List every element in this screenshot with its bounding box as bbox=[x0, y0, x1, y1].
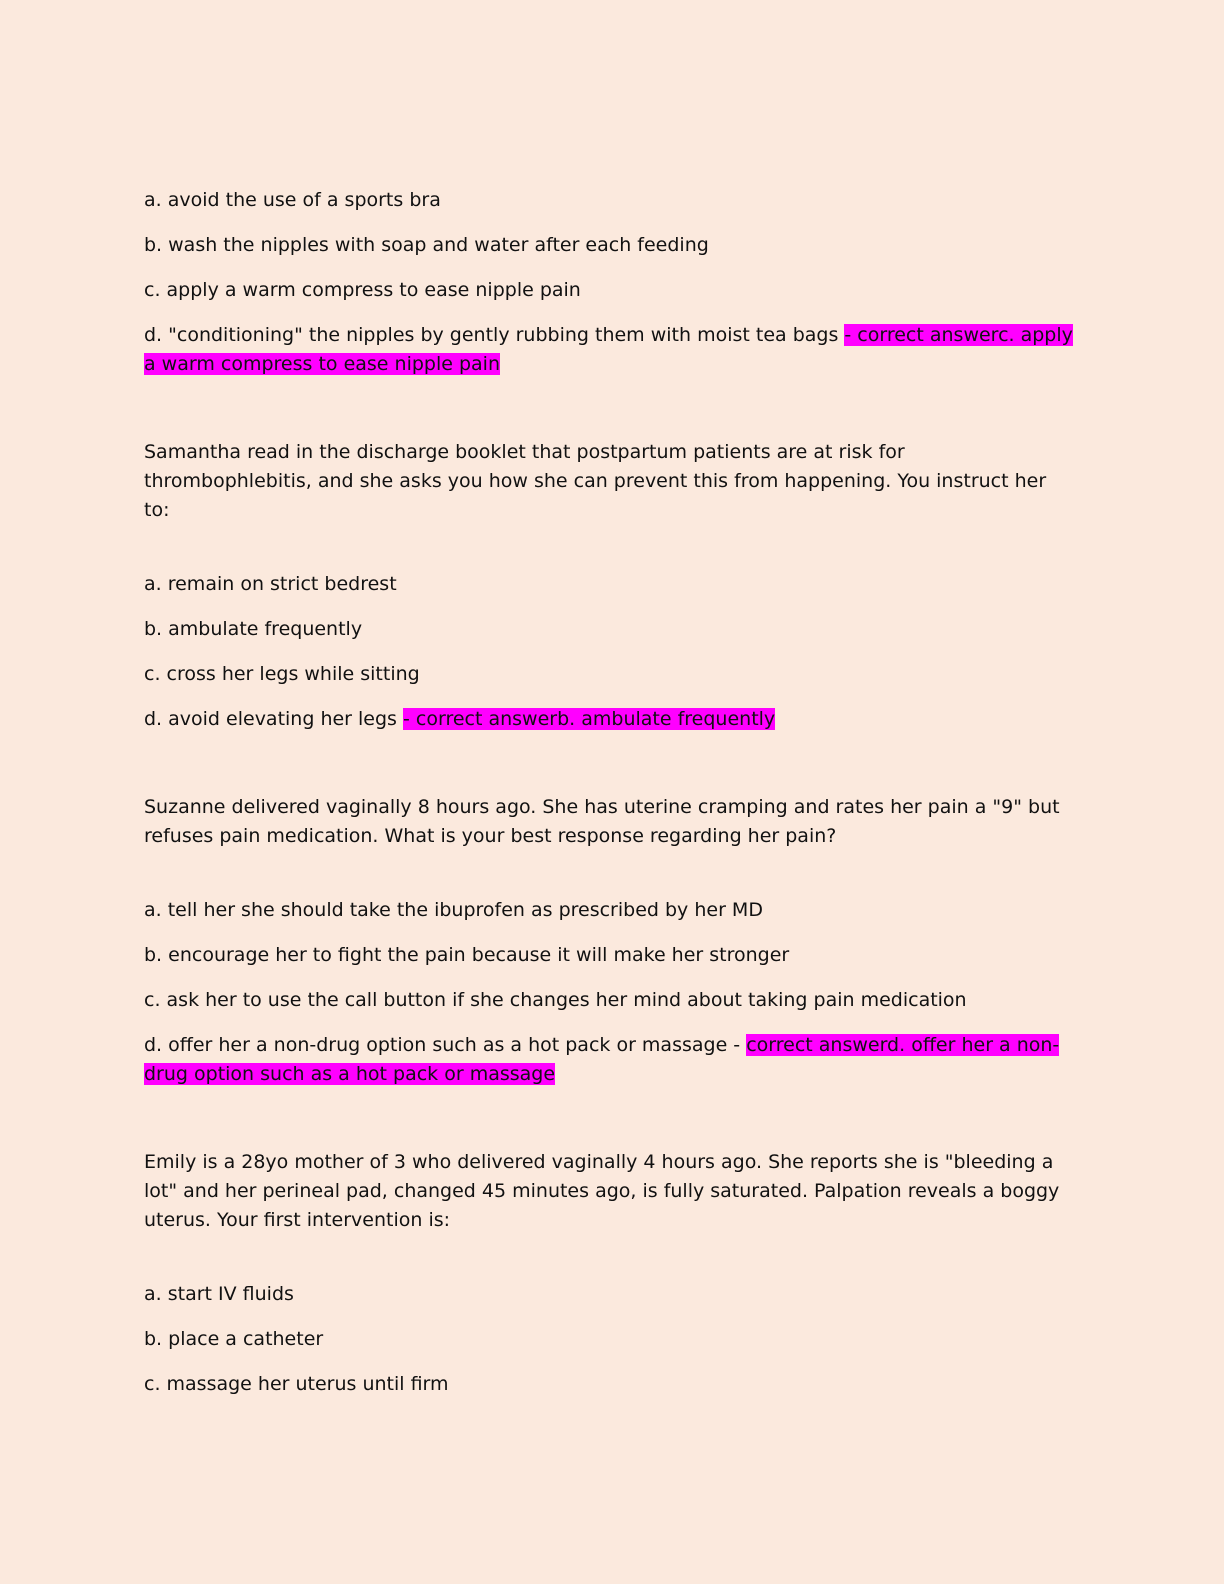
option-b: b. encourage her to fight the pain because it will make her stronger bbox=[144, 944, 790, 966]
option-c: c. ask her to use the call button if she changes her mind about taking pain medication bbox=[144, 989, 967, 1011]
option-a: a. start IV fluids bbox=[144, 1283, 294, 1305]
option-a: a. tell her she should take the ibuprofen as prescribed by her MD bbox=[144, 899, 763, 921]
question-text: Emily is a 28yo mother of 3 who delivered vaginally 4 hours ago. She reports she is "bleeding a lot" and her perineal pad, changed 45 minutes ago, is fully saturated. Palpation reveals a boggy uterus. Your first intervention is: bbox=[144, 1151, 1060, 1231]
option-b: b. place a catheter bbox=[144, 1328, 324, 1350]
option-a: a. remain on strict bedrest bbox=[144, 573, 397, 595]
correct-answer-highlight: - correct answerb. ambulate frequently bbox=[403, 708, 776, 730]
question-text: Samantha read in the discharge booklet that postpartum patients are at risk for thrombophlebitis, and she asks you how she can prevent this from happening. You instruct her to: bbox=[144, 441, 1047, 521]
correct-answer-highlight: - correct answerc. apply a warm compress to ease nipple pain bbox=[144, 324, 1073, 375]
option-b: b. wash the nipples with soap and water after each feeding bbox=[144, 234, 709, 256]
question-text: Suzanne delivered vaginally 8 hours ago. She has uterine cramping and rates her pain a "9" but refuses pain medication. What is your best response regarding her pain? bbox=[144, 796, 1060, 847]
option-d-with-answer bbox=[144, 705, 1074, 734]
option-d-with-answer bbox=[144, 1031, 1074, 1089]
option-c: c. apply a warm compress to ease nipple pain bbox=[144, 279, 581, 301]
option-d: d. avoid elevating her legs bbox=[144, 708, 403, 730]
option-b: b. ambulate frequently bbox=[144, 618, 363, 640]
option-c: c. cross her legs while sitting bbox=[144, 663, 420, 685]
option-d-with-answer bbox=[144, 321, 1074, 379]
correct-answer-highlight: correct answerd. offer her a non-drug option such as a hot pack or massage bbox=[144, 1034, 1060, 1085]
option-c: c. massage her uterus until firm bbox=[144, 1373, 449, 1395]
option-d: d. offer her a non-drug option such as a hot pack or massage - bbox=[144, 1034, 747, 1056]
option-d: d. "conditioning" the nipples by gently rubbing them with moist tea bags bbox=[144, 324, 845, 346]
document-page bbox=[144, 186, 1074, 1415]
option-a: a. avoid the use of a sports bra bbox=[144, 189, 441, 211]
